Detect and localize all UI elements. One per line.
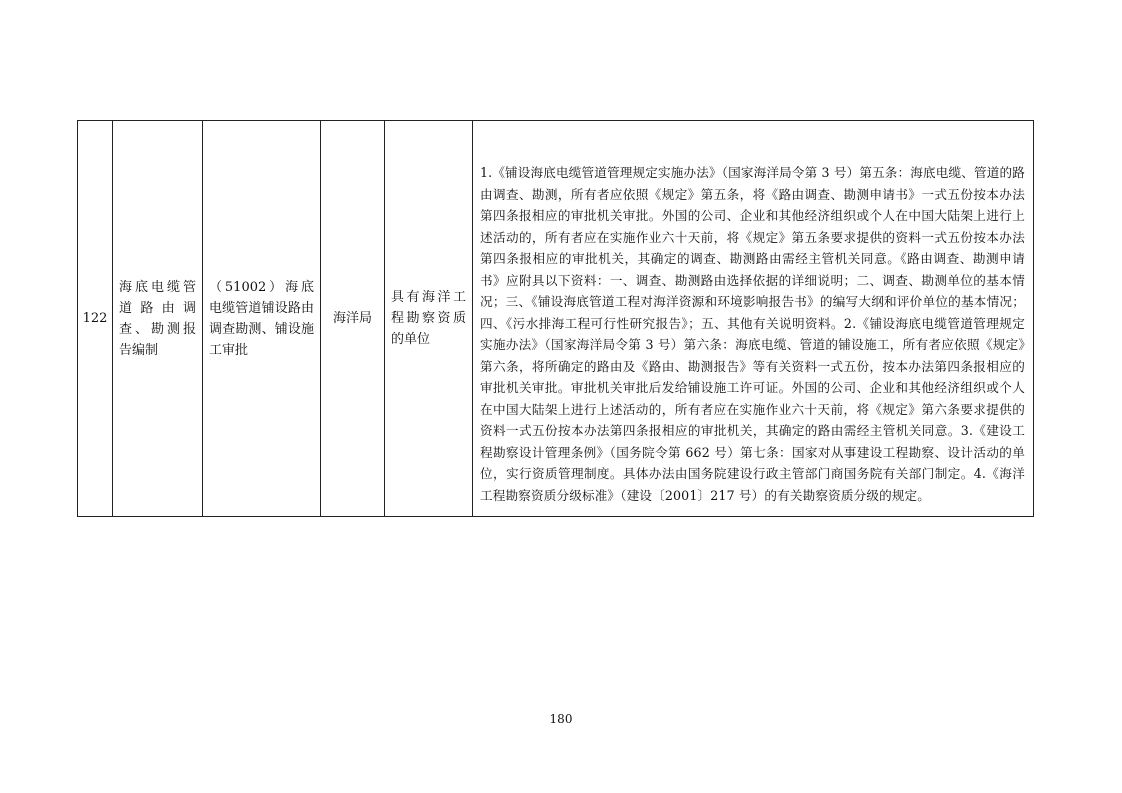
department-cell (321, 121, 385, 517)
qualification: 具有海洋工程勘察资质的单位 (391, 290, 466, 347)
legal-basis-cell (473, 121, 1034, 517)
table-row (78, 121, 1034, 517)
row-number-cell (78, 121, 113, 517)
department: 海洋局 (332, 311, 372, 326)
row-number: 122 (82, 311, 108, 326)
legal-basis-text: 1.《铺设海底电缆管道管理规定实施办法》（国家海洋局令第 3 号）第五条：海底电缆、管道的路由调查、勘测，所有者应依照《规定》第五条，将《路由调查、勘测申请书》一式五份按本办法第四条报相应的审批机关审批。外国的公司、企业和其他经济组织或个人在中国大陆架上进行上述活动的，所有者应在实施作业六十天前，将《规定》第五条要求提供的资料一式五份按本办法第四条报相应的审批机关，其确定的调查、勘测路由需经主管机关同意。《路由调查、勘测申请书》应附具以下资料：一、调查、勘测路由选择依据的详细说明；二、调查、勘测单位的基本情况；三、《铺设海底管道工程对海洋资源和环境影响报告书》的编写大纲和评价单位的基本情况；四、《污水排海工程可行性研究报告》；五、其他有关说明资料。2.《铺设海底电缆管道管理规定实施办法》（国家海洋局令第 3 号）第六条：海底电缆、管道的铺设施工，所有者应依照《规定》第六条，将所确定的路由及《路由、勘测报告》等有关资料一式五份，按本办法第四条报相应的审批机关审批。审批机关审批后发给铺设施工许可证。外国的公司、企业和其他经济组织或个人在中国大陆架上进行上述活动的，所有者应在实施作业六十天前，将《规定》第六条要求提供的资料一式五份按本办法第四条报相应的审批机关，其确定的路由需经主管机关同意。3.《建设工程勘察设计管理条例》（国务院令第 662 号）第七条：国家对从事建设工程勘察、设计活动的单位，实行资质管理制度。具体办法由国务院建设行政主管部门商国务院有关部门制定。4.《海洋工程勘察资质分级标准》（建设〔2001〕217 号）的有关勘察资质分级的规定。 (480, 165, 1025, 503)
item-name: 海底电缆管道路由调查、勘测报告编制 (119, 279, 196, 358)
approval-items-table (77, 120, 1034, 517)
page-number: 180 (549, 712, 573, 726)
item-code-name: （51002）海底电缆管道铺设路由调查勘测、铺设施工审批 (209, 279, 314, 358)
item-name-cell (113, 121, 203, 517)
item-code-cell (203, 121, 321, 517)
qualification-cell (385, 121, 473, 517)
